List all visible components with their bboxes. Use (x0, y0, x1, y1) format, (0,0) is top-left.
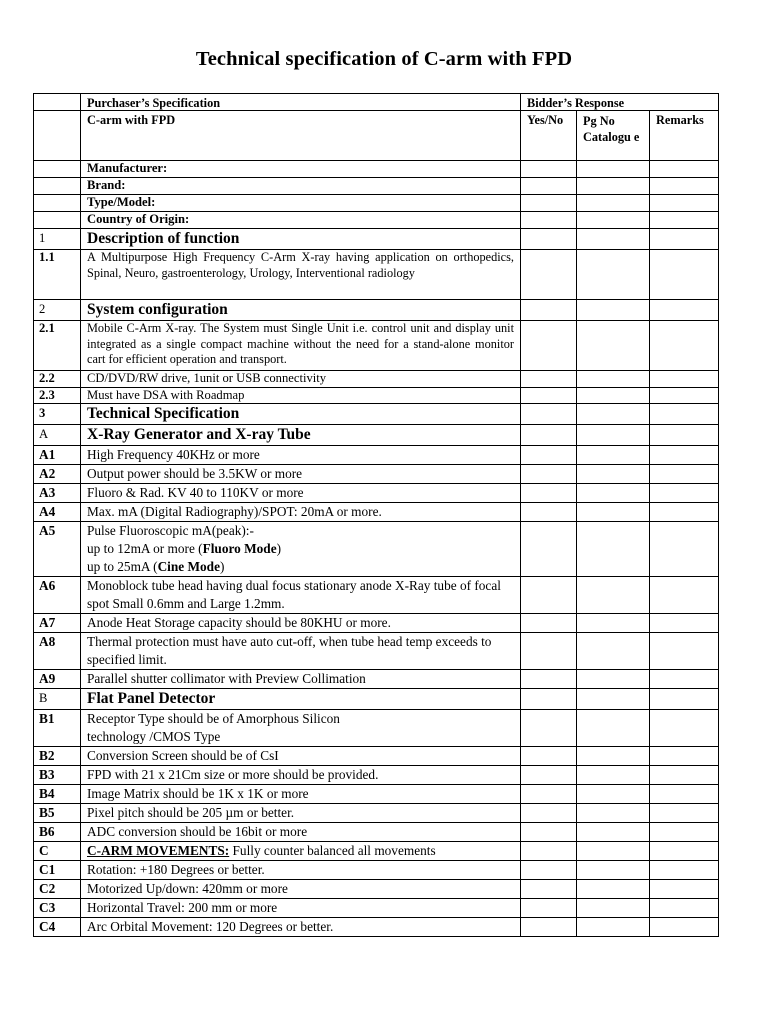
row-number: C2 (34, 880, 81, 899)
spec-text: Fluoro & Rad. KV 40 to 110KV or more (81, 484, 521, 503)
pg-cell[interactable] (577, 710, 650, 747)
remarks-cell[interactable] (650, 861, 719, 880)
yes-no-cell[interactable] (521, 899, 577, 918)
country-label: Country of Origin: (81, 212, 521, 229)
pg-cell[interactable] (577, 212, 650, 229)
spec-text: Arc Orbital Movement: 120 Degrees or better. (81, 918, 521, 937)
remarks-cell[interactable] (650, 195, 719, 212)
row-number: B6 (34, 823, 81, 842)
pg-cell[interactable] (577, 689, 650, 710)
spec-row (34, 823, 719, 842)
yes-no-cell[interactable] (521, 633, 577, 670)
spec-row (34, 804, 719, 823)
remarks-cell[interactable] (650, 300, 719, 321)
remarks-cell[interactable] (650, 321, 719, 371)
spec-row (34, 484, 719, 503)
remarks-cell[interactable] (650, 484, 719, 503)
spec-row (34, 710, 719, 747)
spec-text: CD/DVD/RW drive, 1unit or USB connectivity (81, 371, 521, 388)
remarks-cell[interactable] (650, 371, 719, 388)
pg-cell[interactable] (577, 899, 650, 918)
spec-text: Image Matrix should be 1K x 1K or more (81, 785, 521, 804)
spec-row (34, 465, 719, 484)
remarks-cell[interactable] (650, 387, 719, 404)
row-number: A3 (34, 484, 81, 503)
spec-row (34, 766, 719, 785)
pg-cell[interactable] (577, 842, 650, 861)
remarks-cell[interactable] (650, 425, 719, 446)
spec-line (87, 540, 514, 558)
cine-mode-label: Cine Mode (157, 559, 220, 575)
section-title: System configuration (81, 300, 521, 321)
remarks-cell[interactable] (650, 899, 719, 918)
text-span: ) (219, 559, 225, 575)
section-title: Description of function (81, 229, 521, 250)
remarks-cell[interactable] (650, 842, 719, 861)
pg-cell[interactable] (577, 823, 650, 842)
spec-text: FPD with 21 x 21Cm size or more should be provided. (81, 766, 521, 785)
remarks-cell[interactable] (650, 229, 719, 250)
spec-row (34, 670, 719, 689)
remarks-cell[interactable] (650, 918, 719, 937)
spec-text: High Frequency 40KHz or more (81, 446, 521, 465)
remarks-cell[interactable] (650, 880, 719, 899)
remarks-cell[interactable] (650, 577, 719, 614)
yes-no-cell[interactable] (521, 178, 577, 195)
pg-cell[interactable] (577, 880, 650, 899)
pg-cell[interactable] (577, 425, 650, 446)
row-number: A1 (34, 446, 81, 465)
spec-text: Must have DSA with Roadmap (81, 387, 521, 404)
pg-cell[interactable] (577, 804, 650, 823)
remarks-cell[interactable] (650, 446, 719, 465)
row-number: A4 (34, 503, 81, 522)
yes-no-cell[interactable] (521, 387, 577, 404)
section-title: Flat Panel Detector (81, 689, 521, 710)
pg-cell[interactable] (577, 465, 650, 484)
remarks-cell[interactable] (650, 823, 719, 842)
pg-cell[interactable] (577, 371, 650, 388)
yes-no-cell[interactable] (521, 425, 577, 446)
spec-row (34, 880, 719, 899)
row-number: C4 (34, 918, 81, 937)
row-number: B2 (34, 747, 81, 766)
row-number: 1 (34, 229, 81, 250)
row-number: B3 (34, 766, 81, 785)
pg-cell[interactable] (577, 503, 650, 522)
spec-text: Parallel shutter collimator with Preview Collimation (81, 670, 521, 689)
row-number: A8 (34, 633, 81, 670)
row-number: 1.1 (34, 250, 81, 300)
carm-movements-heading: C-ARM MOVEMENTS: (87, 843, 230, 859)
section-row (34, 229, 719, 250)
spec-row (34, 577, 719, 614)
remarks-cell[interactable] (650, 614, 719, 633)
remarks-cell[interactable] (650, 404, 719, 425)
spec-text: Conversion Screen should be of CsI (81, 747, 521, 766)
row-number: B4 (34, 785, 81, 804)
spec-row (34, 785, 719, 804)
pg-cell[interactable] (577, 522, 650, 577)
yes-no-cell[interactable] (521, 522, 577, 577)
field-row-brand (34, 178, 719, 195)
purchaser-spec-header: Purchaser’s Specification (81, 94, 521, 111)
spec-text: A Multipurpose High Frequency C-Arm X-ray having application on orthopedics, Spinal, Neuro, gastroenterology, Urology, Interventional radiology (81, 250, 521, 300)
spec-row (34, 387, 719, 404)
yes-no-cell[interactable] (521, 689, 577, 710)
document-title: Technical specification of C-arm with FPD (195, 48, 573, 70)
remarks-cell[interactable] (650, 503, 719, 522)
section-row (34, 689, 719, 710)
yes-no-cell[interactable] (521, 300, 577, 321)
spec-line: Pulse Fluoroscopic mA(peak):- (87, 523, 254, 539)
pg-cell[interactable] (577, 404, 650, 425)
text-span: Fully counter balanced all movements (229, 843, 436, 859)
row-number: 2.3 (34, 387, 81, 404)
row-number: B5 (34, 804, 81, 823)
spec-row (34, 321, 719, 371)
spec-row (34, 861, 719, 880)
row-number: A (34, 425, 81, 446)
spec-row (34, 747, 719, 766)
spec-row (34, 614, 719, 633)
pg-cell[interactable] (577, 633, 650, 670)
remarks-cell[interactable] (650, 178, 719, 195)
yes-no-cell[interactable] (521, 484, 577, 503)
yes-no-cell[interactable] (521, 823, 577, 842)
row-number: A6 (34, 577, 81, 614)
yes-no-cell[interactable] (521, 747, 577, 766)
yes-no-header: Yes/No (521, 111, 577, 161)
pg-cell[interactable] (577, 577, 650, 614)
row-number: C3 (34, 899, 81, 918)
spec-row (34, 250, 719, 300)
header-row (34, 94, 719, 111)
row-number: 2 (34, 300, 81, 321)
pg-cell[interactable] (577, 670, 650, 689)
yes-no-cell[interactable] (521, 371, 577, 388)
spec-text: Output power should be 3.5KW or more (81, 465, 521, 484)
item-name: C-arm with FPD (81, 111, 521, 161)
yes-no-cell[interactable] (521, 161, 577, 178)
row-number: A7 (34, 614, 81, 633)
text-span: up to 25mA ( (87, 559, 158, 575)
fluoro-mode-label: Fluoro Mode (202, 541, 277, 557)
spec-row (34, 842, 719, 861)
yes-no-cell[interactable] (521, 503, 577, 522)
pg-cell[interactable] (577, 918, 650, 937)
text-span: up to 12mA or more ( (87, 541, 203, 557)
row-number: 3 (34, 404, 81, 425)
remarks-cell[interactable] (650, 161, 719, 178)
section-title: Technical Specification (81, 404, 521, 425)
spec-text: Horizontal Travel: 200 mm or more (81, 899, 521, 918)
spec-text: Max. mA (Digital Radiography)/SPOT: 20mA or more. (81, 503, 521, 522)
spec-text: ADC conversion should be 16bit or more (81, 823, 521, 842)
remarks-cell[interactable] (650, 633, 719, 670)
specification-table (33, 93, 719, 937)
brand-label: Brand: (81, 178, 521, 195)
spec-row (34, 633, 719, 670)
spec-row (34, 446, 719, 465)
row-number: C1 (34, 861, 81, 880)
yes-no-cell[interactable] (521, 804, 577, 823)
pg-cell[interactable] (577, 387, 650, 404)
yes-no-cell[interactable] (521, 229, 577, 250)
spec-text: Rotation: +180 Degrees or better. (81, 861, 521, 880)
remarks-cell[interactable] (650, 747, 719, 766)
pg-cell[interactable] (577, 766, 650, 785)
field-row-type-model (34, 195, 719, 212)
row-number: A5 (34, 522, 81, 577)
pg-cell[interactable] (577, 161, 650, 178)
yes-no-cell[interactable] (521, 861, 577, 880)
yes-no-cell[interactable] (521, 212, 577, 229)
remarks-cell[interactable] (650, 804, 719, 823)
pg-no-catalogue-header: Pg No Catalogu e (577, 111, 650, 161)
remarks-header: Remarks (650, 111, 719, 161)
pg-cell[interactable] (577, 250, 650, 300)
spec-row (34, 503, 719, 522)
spec-text: Anode Heat Storage capacity should be 80KHU or more. (81, 614, 521, 633)
field-row-manufacturer (34, 161, 719, 178)
spec-row (34, 371, 719, 388)
remarks-cell[interactable] (650, 689, 719, 710)
section-row (34, 300, 719, 321)
pg-cell[interactable] (577, 178, 650, 195)
spec-text: Receptor Type should be of Amorphous Silicon technology /CMOS Type (81, 710, 521, 747)
pg-cell[interactable] (577, 484, 650, 503)
field-row-country (34, 212, 719, 229)
subheader-row (34, 111, 719, 161)
yes-no-cell[interactable] (521, 766, 577, 785)
remarks-cell[interactable] (650, 212, 719, 229)
pg-cell[interactable] (577, 747, 650, 766)
yes-no-cell[interactable] (521, 614, 577, 633)
remarks-cell[interactable] (650, 465, 719, 484)
text-span: ) (276, 541, 282, 557)
yes-no-cell[interactable] (521, 446, 577, 465)
section-title: X-Ray Generator and X-ray Tube (81, 425, 521, 446)
spec-line (87, 558, 514, 576)
spec-text: Thermal protection must have auto cut-off, when tube head temp exceeds to specified limit. (81, 633, 521, 670)
yes-no-cell[interactable] (521, 842, 577, 861)
yes-no-cell[interactable] (521, 918, 577, 937)
yes-no-cell[interactable] (521, 880, 577, 899)
yes-no-cell[interactable] (521, 250, 577, 300)
row-number: A2 (34, 465, 81, 484)
row-number: C (34, 842, 81, 861)
yes-no-cell[interactable] (521, 577, 577, 614)
section-row (34, 425, 719, 446)
pg-cell[interactable] (577, 321, 650, 371)
yes-no-cell[interactable] (521, 465, 577, 484)
yes-no-cell[interactable] (521, 670, 577, 689)
spec-row (34, 918, 719, 937)
yes-no-cell[interactable] (521, 195, 577, 212)
remarks-cell[interactable] (650, 250, 719, 300)
remarks-cell[interactable] (650, 766, 719, 785)
spec-text (81, 522, 521, 577)
pg-cell[interactable] (577, 195, 650, 212)
row-number: A9 (34, 670, 81, 689)
spec-text: Mobile C-Arm X-ray. The System must Single Unit i.e. control unit and display unit integrated as a single compact machine without the need for a stand-alone monitor cart for efficient operation and transport. (81, 321, 521, 371)
spec-row (34, 522, 719, 577)
type-model-label: Type/Model: (81, 195, 521, 212)
row-number: B1 (34, 710, 81, 747)
pg-cell[interactable] (577, 785, 650, 804)
bidder-response-header: Bidder’s Response (521, 94, 719, 111)
remarks-cell[interactable] (650, 670, 719, 689)
spec-text: Pixel pitch should be 205 µm or better. (81, 804, 521, 823)
section-row (34, 404, 719, 425)
yes-no-cell[interactable] (521, 785, 577, 804)
spec-text: Motorized Up/down: 420mm or more (81, 880, 521, 899)
spec-text (81, 842, 521, 861)
row-number: 2.2 (34, 371, 81, 388)
pg-cell[interactable] (577, 229, 650, 250)
yes-no-cell[interactable] (521, 321, 577, 371)
spec-text: Monoblock tube head having dual focus stationary anode X-Ray tube of focal spot Small 0.6mm and Large 1.2mm. (81, 577, 521, 614)
remarks-cell[interactable] (650, 710, 719, 747)
pg-cell[interactable] (577, 300, 650, 321)
manufacturer-label: Manufacturer: (81, 161, 521, 178)
remarks-cell[interactable] (650, 522, 719, 577)
spec-row (34, 899, 719, 918)
pg-cell[interactable] (577, 614, 650, 633)
yes-no-cell[interactable] (521, 710, 577, 747)
pg-cell[interactable] (577, 861, 650, 880)
row-number: B (34, 689, 81, 710)
yes-no-cell[interactable] (521, 404, 577, 425)
pg-cell[interactable] (577, 446, 650, 465)
remarks-cell[interactable] (650, 785, 719, 804)
row-number: 2.1 (34, 321, 81, 371)
